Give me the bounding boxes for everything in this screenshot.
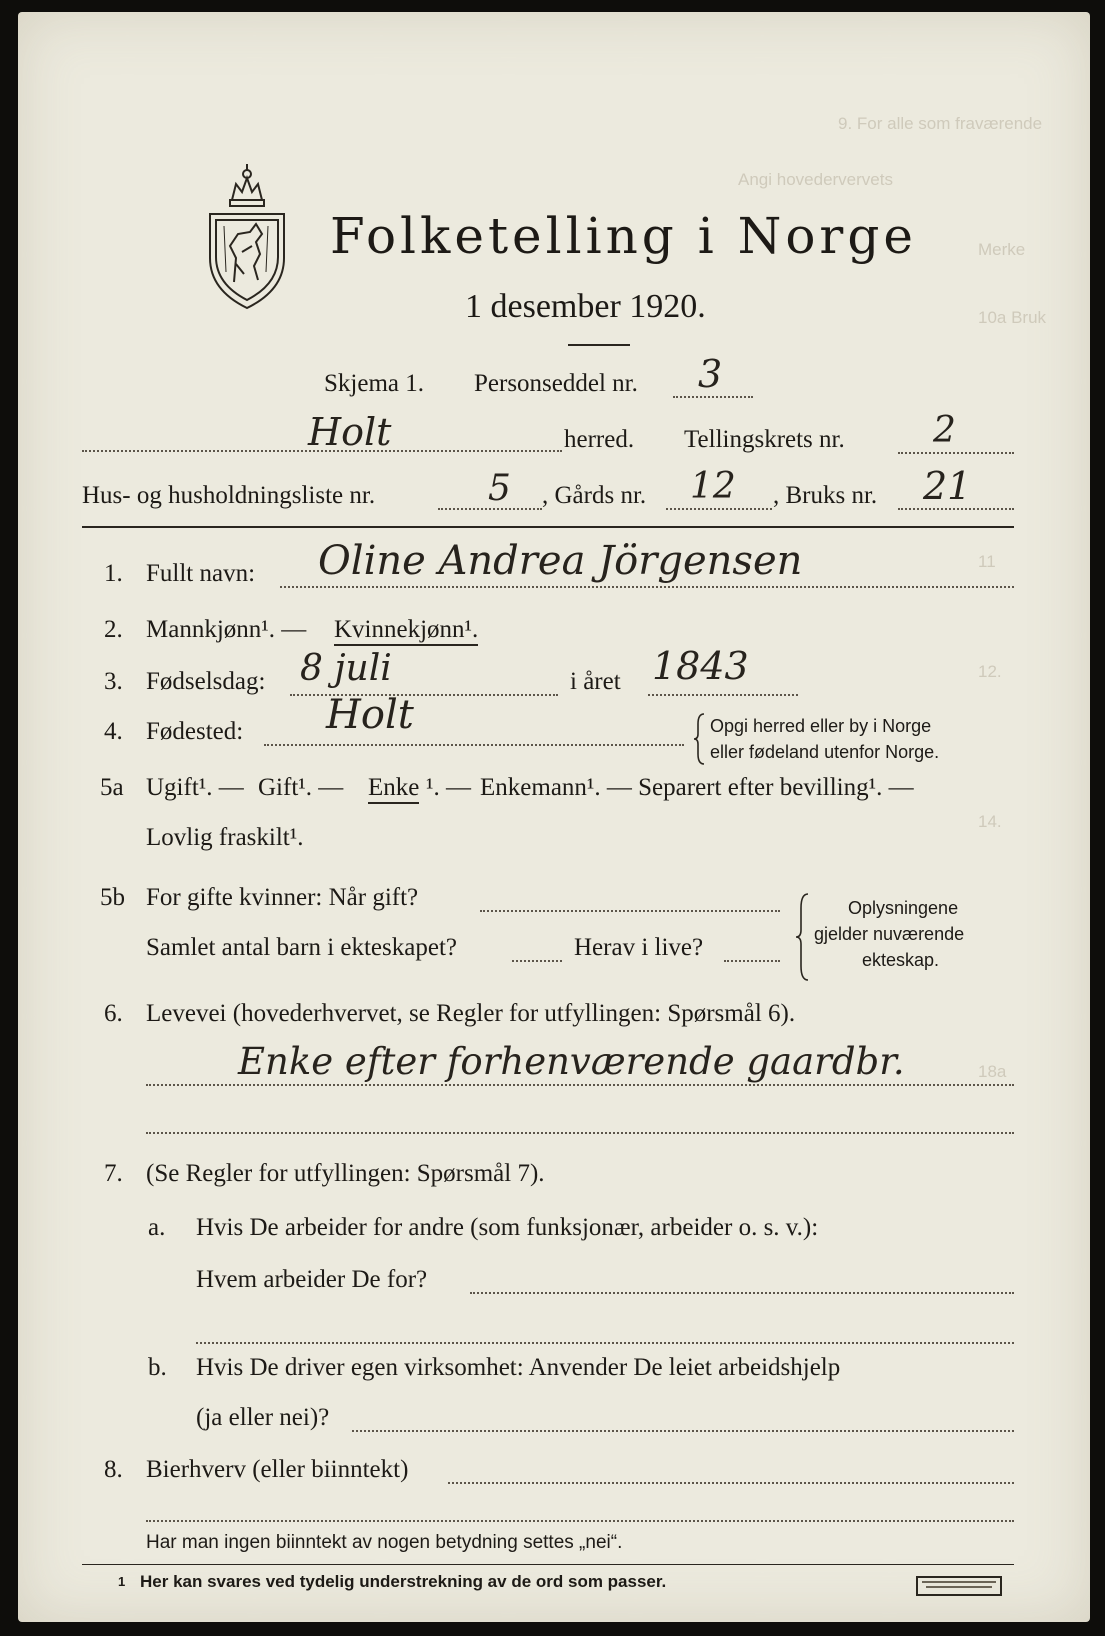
personseddel-value: 3 — [698, 352, 723, 396]
q5b-number: 5b — [100, 884, 125, 911]
q5b-children-label: Samlet antal barn i ekteskapet? — [146, 934, 457, 961]
section-divider — [82, 526, 1014, 528]
q1-field-line — [280, 586, 1014, 588]
q5b-note-line3: ekteskap. — [862, 950, 940, 970]
herred-value: Holt — [308, 410, 392, 454]
hus-label: Hus- og husholdningsliste nr. — [82, 482, 376, 509]
q3-birthday-value: 8 juli — [300, 648, 392, 689]
q4-note-line1: Opgi herred eller by i Norge — [710, 716, 932, 736]
q5b-alive-label: Herav i live? — [574, 934, 704, 961]
footnote-marker: 1 — [118, 1574, 126, 1589]
q7a-question: Hvis De arbeider for andre (som funksjonær, arbeider o. s. v.): — [196, 1214, 819, 1241]
q4-note-line2: eller fødeland utenfor Norge. — [710, 742, 940, 762]
q5a-number: 5a — [100, 774, 124, 801]
gards-value: 12 — [690, 466, 736, 507]
q5b-brace — [796, 892, 810, 982]
q8-number: 8. — [104, 1456, 123, 1483]
q7a-employer-field-2 — [196, 1342, 1014, 1344]
q5a-gift-option: Gift¹. — — [258, 774, 344, 801]
q4-number: 4. — [104, 718, 123, 745]
census-form: 9. For alle som fraværende Angi hovedervervets Merke 10a Bruk 11 12. 14. 18a Folketelling i Norge 1 desember 1920. Skjema 1. Personseddel nr. 3 Holt herred. Tellingskrets nr. 2 Hus- og husholdningsliste nr. 5 , Gårds nr. 12 , Bruks nr. 21 1. Fullt navn: Oline Andrea Jörgensen 2. Mannkjønn¹. — Kvinnekjønn¹. 3. Fødselsdag: 8 juli i året 1843 4. Fødested: Holt Opgi herred eller by i Norge eller fødeland utenfor Norge. 5a Ugift¹. — Gift¹. — Enke ¹. — Enkemann¹. — Separert efter bevilling¹. — Lovlig fraskilt¹. 5b For gifte kvinner: Når gift? Samlet antal barn i ekteskapet? Herav i live? Oplysningene gjelder nuværende ekteskap. 6. Levevei (hovederhvervet, se Regler for utfyllingen: Spørsmål 6). Enke efter forhenværende gaardbr. 7. (Se Regler for utfyllingen: Spørsmål 7). a. Hvis De arbeider for andre (som funksjonær, arbeider o. s. v.): Hvem arbeider De for? b. Hvis De driver egen virksomhet: Anvender De leiet arbeidshjelp (ja eller nei)? 8. Bierhverv (eller biinntekt) Har man ingen biinntekt av nogen betydning settes „nei“. 1 Her kan svares ved tydelig understrekning av de ord som passer. — [18, 12, 1090, 1622]
q7-label: (Se Regler for utfyllingen: Spørsmål 7). — [146, 1160, 545, 1187]
gards-field-line — [666, 508, 772, 510]
q2-female-option-underlined: Kvinnekjønn¹. — [334, 616, 478, 646]
q4-birthplace-value: Holt — [326, 692, 414, 738]
q2-male-option: Mannkjønn¹. — — [146, 616, 307, 643]
q7-number: 7. — [104, 1160, 123, 1187]
q5a-enke-option-underlined: Enke — [368, 774, 419, 804]
tellingskrets-value: 2 — [933, 410, 956, 451]
q7a-employer-label: Hvem arbeider De for? — [196, 1266, 428, 1293]
personseddel-field-line — [673, 396, 753, 398]
q2-number: 2. — [104, 616, 123, 643]
q7a-letter: a. — [148, 1214, 166, 1241]
tellingskrets-label: Tellingskrets nr. — [684, 426, 845, 453]
bruks-label: , Bruks nr. — [773, 482, 878, 509]
q3-label: Fødselsdag: — [146, 668, 266, 695]
no-income-note: Har man ingen biinntekt av nogen betydning settes „nei“. — [146, 1532, 623, 1553]
skjema-label: Skjema 1. — [324, 370, 424, 397]
printer-stamp — [916, 1576, 1002, 1596]
q7b-yes-no-field — [352, 1430, 1014, 1432]
q1-full-name-value: Oline Andrea Jörgensen — [318, 538, 803, 584]
q5b-note-line1: Oplysningene — [848, 898, 959, 918]
q6-number: 6. — [104, 1000, 123, 1027]
q4-field-line — [264, 744, 684, 746]
q6-label: Levevei (hovederhvervet, se Regler for utfyllingen: Spørsmål 6). — [146, 1000, 796, 1027]
q5b-married-when-label: For gifte kvinner: Når gift? — [146, 884, 419, 911]
q5b-children-field — [512, 960, 562, 962]
q7b-letter: b. — [148, 1354, 167, 1381]
q5a-ugift-option: Ugift¹. — — [146, 774, 244, 801]
q7a-employer-field — [470, 1292, 1014, 1294]
title-divider — [568, 344, 630, 346]
q7b-yes-no-label: (ja eller nei)? — [196, 1404, 330, 1431]
q8-label: Bierhverv (eller biinntekt) — [146, 1456, 409, 1483]
herred-label: herred. — [564, 426, 635, 453]
q3-year-label: i året — [570, 668, 621, 695]
q6-occupation-value: Enke efter forhenværende gaardbr. — [238, 1040, 905, 1083]
q3-number: 3. — [104, 668, 123, 695]
tellingskrets-field-line — [898, 452, 1014, 454]
hus-value: 5 — [488, 468, 511, 509]
q6-field-line-2 — [146, 1132, 1014, 1134]
q8-field-line-2 — [146, 1520, 1014, 1522]
q3-year-value: 1843 — [652, 644, 749, 688]
q5b-note-line2: gjelder nuværende — [814, 924, 965, 944]
q4-label: Fødested: — [146, 718, 244, 745]
footer-divider — [82, 1564, 1014, 1565]
q7b-question: Hvis De driver egen virksomhet: Anvender De leiet arbeidshjelp — [196, 1354, 841, 1381]
q3-year-field-line — [648, 694, 798, 696]
q1-number: 1. — [104, 560, 123, 587]
q8-field-line — [448, 1482, 1014, 1484]
personseddel-label: Personseddel nr. — [474, 370, 638, 397]
form-title: Folketelling i Norge — [330, 207, 917, 265]
census-date: 1 desember 1920. — [465, 288, 706, 325]
q5a-enke-suffix: ¹. — — [426, 774, 471, 801]
q5a-other-options: Enkemann¹. — Separert efter bevilling¹. — — [480, 774, 914, 801]
q4-brace — [694, 712, 706, 766]
q5a-fraskilt-option: Lovlig fraskilt¹. — [146, 824, 304, 851]
coat-of-arms-icon — [206, 162, 288, 312]
q6-field-line-1 — [146, 1084, 1014, 1086]
q5b-alive-field — [724, 960, 780, 962]
q1-label: Fullt navn: — [146, 560, 256, 587]
bruks-value: 21 — [923, 464, 972, 508]
gards-label: , Gårds nr. — [542, 482, 647, 509]
footnote-text: Her kan svares ved tydelig understrekning av de ord som passer. — [140, 1572, 667, 1591]
bruks-field-line — [898, 508, 1014, 510]
q5b-married-when-field — [480, 910, 780, 912]
